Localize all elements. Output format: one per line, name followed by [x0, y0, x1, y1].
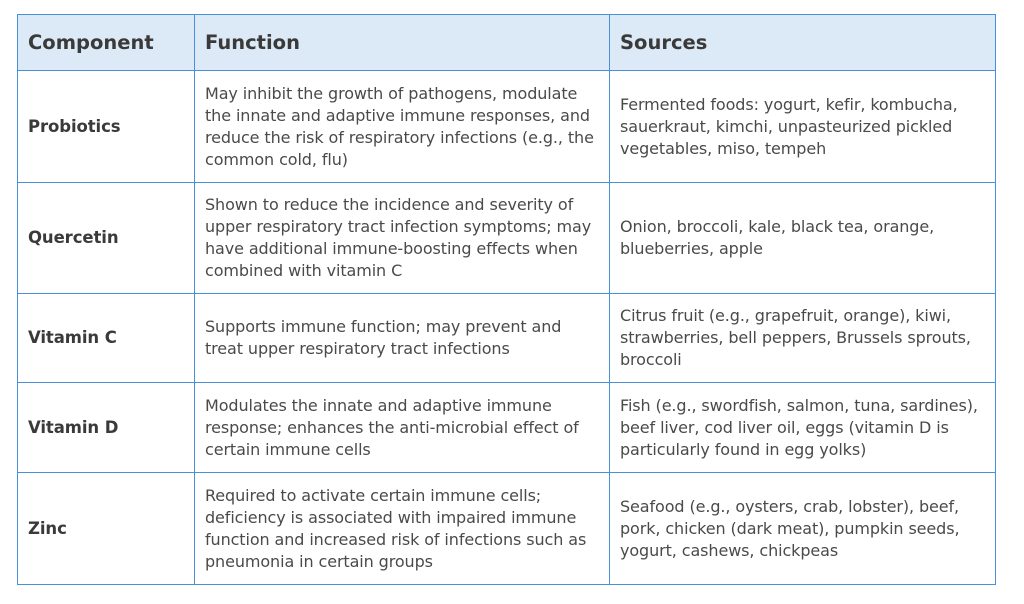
table-row: [18, 294, 996, 383]
sources-cell: Citrus fruit (e.g., grapefruit, orange), kiwi, strawberries, bell peppers, Brussels sprouts, broccoli: [610, 294, 996, 383]
sources-cell: Fermented foods: yogurt, kefir, kombucha, sauerkraut, kimchi, unpasteurized pickled vegetables, miso, tempeh: [610, 71, 996, 183]
function-cell: Required to activate certain immune cells; deficiency is associated with impaired immune function and increased risk of infections such as pneumonia in certain groups: [195, 473, 610, 585]
component-cell: Vitamin D: [18, 383, 195, 473]
table-header: [18, 15, 996, 71]
immune-components-table: [17, 14, 996, 585]
component-cell: Vitamin C: [18, 294, 195, 383]
header-sources: Sources: [610, 15, 996, 71]
function-cell: Modulates the innate and adaptive immune response; enhances the anti-microbial effect of certain immune cells: [195, 383, 610, 473]
function-cell: May inhibit the growth of pathogens, modulate the innate and adaptive immune responses, and reduce the risk of respiratory infections (e.g., the common cold, flu): [195, 71, 610, 183]
component-cell: Zinc: [18, 473, 195, 585]
function-cell: Supports immune function; may prevent and treat upper respiratory tract infections: [195, 294, 610, 383]
immune-components-table-container: [17, 14, 995, 585]
header-row: [18, 15, 996, 71]
component-cell: Quercetin: [18, 183, 195, 294]
function-cell: Shown to reduce the incidence and severity of upper respiratory tract infection symptoms; may have additional immune-boosting effects when combined with vitamin C: [195, 183, 610, 294]
header-function: Function: [195, 15, 610, 71]
table-body: [18, 71, 996, 585]
header-component: Component: [18, 15, 195, 71]
sources-cell: Seafood (e.g., oysters, crab, lobster), beef, pork, chicken (dark meat), pumpkin seeds, yogurt, cashews, chickpeas: [610, 473, 996, 585]
table-row: [18, 383, 996, 473]
table-row: [18, 183, 996, 294]
sources-cell: Onion, broccoli, kale, black tea, orange, blueberries, apple: [610, 183, 996, 294]
table-row: [18, 71, 996, 183]
component-cell: Probiotics: [18, 71, 195, 183]
sources-cell: Fish (e.g., swordfish, salmon, tuna, sardines), beef liver, cod liver oil, eggs (vitamin D is particularly found in egg yolks): [610, 383, 996, 473]
table-row: [18, 473, 996, 585]
